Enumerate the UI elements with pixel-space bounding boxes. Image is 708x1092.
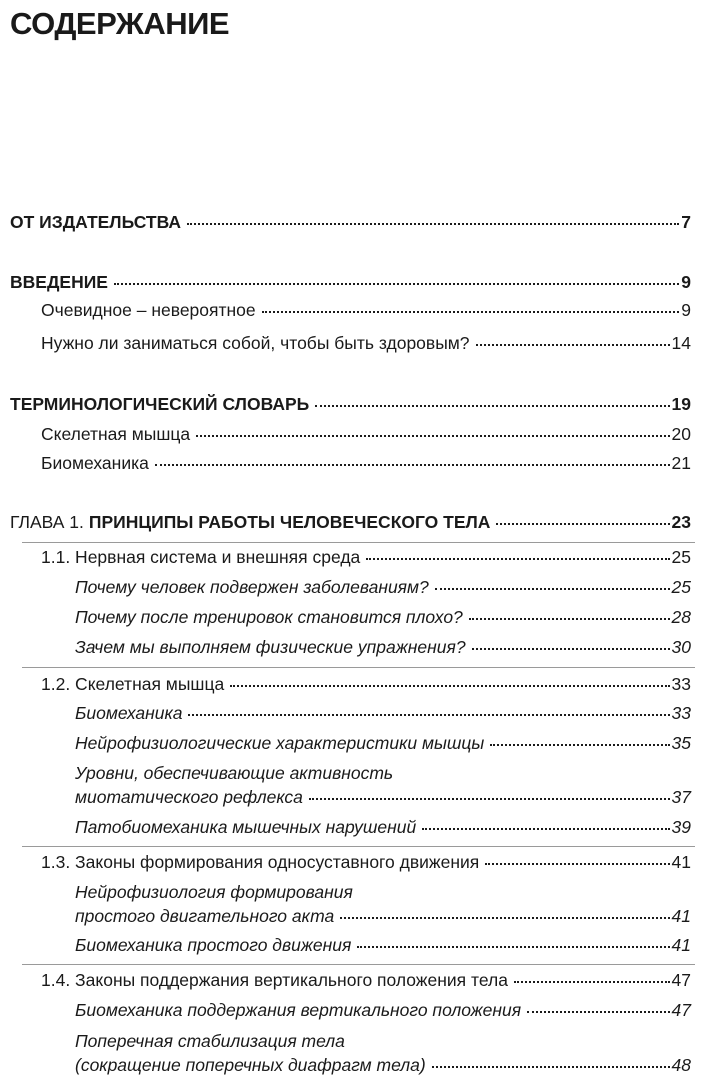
dot-leader bbox=[188, 714, 669, 716]
toc-entry-title: 1.2. Скелетная мышца bbox=[41, 674, 225, 694]
toc-subsection[interactable] bbox=[0, 605, 708, 629]
dot-leader bbox=[432, 1066, 670, 1068]
toc-entry-title: 1.4. Законы поддержания вертикального положения тела bbox=[41, 970, 508, 990]
toc-entry-page: 47 bbox=[671, 1000, 691, 1020]
toc-entry-page: 30 bbox=[671, 637, 691, 657]
toc-entry-page: 41 bbox=[671, 935, 691, 955]
dot-leader bbox=[527, 1011, 669, 1013]
toc-subsection[interactable] bbox=[0, 1053, 708, 1077]
toc-section-1-3[interactable] bbox=[0, 850, 708, 874]
toc-subsection-title-line1[interactable]: Нейрофизиология формирования bbox=[75, 882, 353, 902]
toc-entry-page: 33 bbox=[671, 674, 691, 694]
toc-entry-page: 37 bbox=[671, 787, 691, 807]
toc-entry-biomechanics[interactable] bbox=[0, 451, 708, 475]
dot-leader bbox=[196, 435, 669, 437]
dot-leader bbox=[309, 798, 670, 800]
toc-entry-page: 25 bbox=[671, 547, 691, 567]
dot-leader bbox=[514, 981, 670, 983]
toc-section-1-4[interactable] bbox=[0, 968, 708, 992]
toc-entry-page: 20 bbox=[671, 424, 691, 444]
chapter-prefix: ГЛАВА 1. bbox=[10, 512, 84, 532]
toc-entry-page: 23 bbox=[671, 512, 691, 532]
toc-entry-title: простого двигательного акта bbox=[75, 906, 335, 926]
dot-leader bbox=[496, 523, 669, 525]
toc-subsection[interactable] bbox=[0, 701, 708, 725]
toc-entry-glossary[interactable] bbox=[0, 392, 708, 416]
dot-leader bbox=[155, 464, 670, 466]
dot-leader bbox=[435, 588, 670, 590]
toc-entry-title: Биомеханика поддержания вертикального положения bbox=[75, 1000, 522, 1020]
dot-leader bbox=[114, 283, 679, 285]
chapter-title: ПРИНЦИПЫ РАБОТЫ ЧЕЛОВЕЧЕСКОГО ТЕЛА bbox=[88, 512, 491, 532]
toc-subsection[interactable] bbox=[0, 904, 708, 928]
toc-entry-title: Очевидное – невероятное bbox=[41, 300, 256, 320]
toc-subsection[interactable] bbox=[0, 785, 708, 809]
toc-entry-title: (сокращение поперечных диафрагм тела) bbox=[75, 1055, 426, 1075]
toc-entry-page: 33 bbox=[671, 703, 691, 723]
toc-entry-page: 28 bbox=[671, 607, 691, 627]
toc-subsection[interactable] bbox=[0, 933, 708, 957]
toc-entry-title: миотатического рефлекса bbox=[75, 787, 303, 807]
toc-subsection[interactable] bbox=[0, 998, 708, 1022]
toc-entry-title: 1.3. Законы формирования односуставного движения bbox=[41, 852, 480, 872]
section-divider bbox=[22, 542, 695, 543]
dot-leader bbox=[366, 558, 669, 560]
section-divider bbox=[22, 667, 695, 668]
toc-entry-page: 19 bbox=[671, 394, 691, 414]
toc-section-1-2[interactable] bbox=[0, 672, 708, 696]
toc-entry-title: Биомеханика bbox=[41, 453, 149, 473]
toc-entry-page: 25 bbox=[671, 577, 691, 597]
toc-entry-page: 14 bbox=[671, 333, 691, 353]
toc-entry-from-publisher[interactable] bbox=[0, 210, 708, 234]
toc-entry-need-to-exercise[interactable] bbox=[0, 331, 708, 355]
dot-leader bbox=[262, 311, 680, 313]
dot-leader bbox=[485, 863, 669, 865]
toc-subsection[interactable] bbox=[0, 635, 708, 659]
toc-entry-skeletal-muscle[interactable] bbox=[0, 422, 708, 446]
dot-leader bbox=[472, 648, 670, 650]
toc-entry-title: Почему человек подвержен заболеваниям? bbox=[75, 577, 429, 597]
dot-leader bbox=[230, 685, 669, 687]
toc-entry-title: ВВЕДЕНИЕ bbox=[10, 272, 108, 292]
dot-leader bbox=[469, 618, 670, 620]
toc-entry-title: Почему после тренировок становится плохо? bbox=[75, 607, 463, 627]
toc-entry-obvious-incredible[interactable] bbox=[0, 298, 708, 322]
page-title: СОДЕРЖАНИЕ bbox=[10, 6, 230, 41]
toc-entry-title: Биомеханика bbox=[75, 703, 183, 723]
dot-leader bbox=[476, 344, 670, 346]
toc-entry-title: Биомеханика простого движения bbox=[75, 935, 352, 955]
toc-entry-title: 1.1. Нервная система и внешняя среда bbox=[41, 547, 361, 567]
dot-leader bbox=[357, 946, 669, 948]
toc-subsection[interactable] bbox=[0, 731, 708, 755]
dot-leader bbox=[422, 828, 669, 830]
toc-subsection[interactable] bbox=[0, 575, 708, 599]
toc-entry-title: Патобиомеханика мышечных нарушений bbox=[75, 817, 417, 837]
toc-entry-page: 39 bbox=[671, 817, 691, 837]
section-divider bbox=[22, 846, 695, 847]
toc-entry-page: 35 bbox=[671, 733, 691, 753]
toc-chapter-1[interactable] bbox=[0, 510, 708, 534]
section-divider bbox=[22, 964, 695, 965]
toc-entry-title: ТЕРМИНОЛОГИЧЕСКИЙ СЛОВАРЬ bbox=[10, 394, 310, 414]
toc-subsection-title-line1[interactable]: Поперечная стабилизация тела bbox=[75, 1031, 345, 1051]
dot-leader bbox=[340, 917, 669, 919]
toc-entry-introduction[interactable] bbox=[0, 270, 708, 294]
toc-entry-title: Скелетная мышца bbox=[41, 424, 191, 444]
dot-leader bbox=[315, 405, 669, 407]
toc-entry-title: Нужно ли заниматься собой, чтобы быть здоровым? bbox=[41, 333, 470, 353]
toc-subsection-title-line1[interactable]: Уровни, обеспечивающие активность bbox=[75, 763, 394, 783]
toc-entry-page: 41 bbox=[671, 852, 691, 872]
toc-subsection[interactable] bbox=[0, 815, 708, 839]
toc-entry-page: 21 bbox=[671, 453, 691, 473]
dot-leader bbox=[490, 744, 669, 746]
toc-entry-title: ОТ ИЗДАТЕЛЬСТВА bbox=[10, 212, 182, 232]
toc-entry-page: 9 bbox=[681, 300, 691, 320]
toc-entry-page: 7 bbox=[681, 212, 691, 232]
toc-entry-page: 48 bbox=[671, 1055, 691, 1075]
toc-entry-title: Нейрофизиологические характеристики мышцы bbox=[75, 733, 485, 753]
toc-entry-page: 41 bbox=[671, 906, 691, 926]
dot-leader bbox=[187, 223, 679, 225]
toc-entry-title: Зачем мы выполняем физические упражнения? bbox=[75, 637, 466, 657]
toc-entry-page: 9 bbox=[681, 272, 691, 292]
toc-section-1-1[interactable] bbox=[0, 545, 708, 569]
toc-entry-page: 47 bbox=[671, 970, 691, 990]
